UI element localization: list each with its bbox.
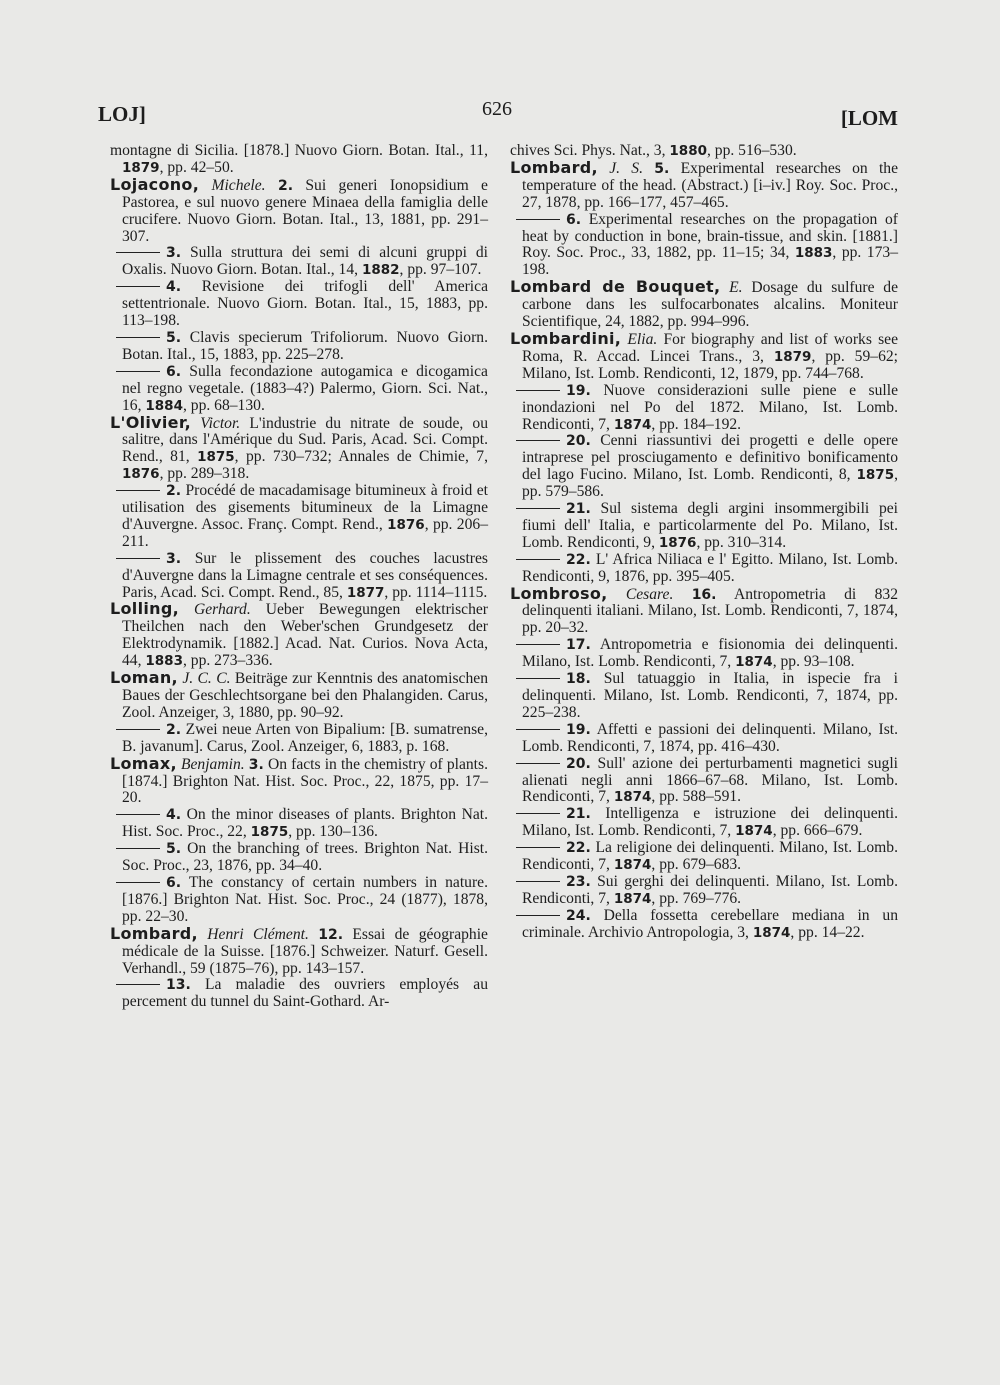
entry-number: 20. <box>566 755 591 772</box>
author-given-name: Benjamin. <box>180 755 245 773</box>
year: 1879 <box>773 348 812 365</box>
citation-text: , pp. 173–198. <box>522 244 898 279</box>
citation-text: Sulla fecondazione autogamica e dicogamica nel regno vegetale. (1883–4?) Palermo, Giorn. Sci. Nat., 16, <box>122 362 488 414</box>
citation-text: , pp. 14–22. <box>790 923 865 941</box>
year: 1879 <box>122 159 160 176</box>
citation-text: , pp. 273–336. <box>182 652 273 670</box>
year: 1882 <box>361 262 400 279</box>
entry-number: 19. <box>566 382 591 399</box>
sub-entry <box>110 875 488 926</box>
ditto-rule <box>516 440 560 441</box>
citation-text: On facts in the chemistry of plants. [1874.] Brighton Nat. Hist. Soc. Proc., 22, 1875, pp. 17–20. <box>122 755 488 807</box>
entry-number: 4. <box>166 807 182 824</box>
entry-number: 2. <box>166 483 182 500</box>
ditto-rule <box>516 763 560 764</box>
ditto-rule <box>516 847 560 848</box>
year: 1876 <box>387 516 425 533</box>
citation-text: Antropometria e fisionomia dei delinquenti. Milano, Ist. Lomb. Rendiconti, 7, <box>522 636 898 671</box>
citation-text: , pp. 93–108. <box>772 653 855 671</box>
author-name: Lombardini, <box>510 328 622 348</box>
sub-entry <box>110 330 488 364</box>
author-given-name: J. C. C. <box>182 670 231 688</box>
entry-number: 21. <box>566 806 591 823</box>
author-entry <box>110 753 488 808</box>
ditto-rule <box>116 729 160 730</box>
author-name: Lojacono, <box>110 174 200 194</box>
citation-text: , pp. 579–586. <box>522 466 898 501</box>
ditto-rule <box>116 882 160 883</box>
entry-number: 18. <box>566 671 591 688</box>
author-entry <box>110 923 488 978</box>
right-column <box>510 143 898 942</box>
entry-number: 4. <box>166 279 182 296</box>
author-entry <box>110 601 488 670</box>
citation-text: Ueber Bewegungen elektrischer Theilchen nach den Weber'schen Grundgesetz der Elektrodynamik. [1882.] Acad. Nat. Curios. Nova Acta, 44, <box>122 601 488 670</box>
entry-number: 5. <box>654 160 670 177</box>
sub-entry <box>510 874 898 908</box>
entry-number: 19. <box>566 721 591 738</box>
author-entry <box>510 279 898 331</box>
ditto-rule <box>516 881 560 882</box>
year: 1875 <box>856 467 895 484</box>
citation-text: , pp. 289–318. <box>159 465 250 483</box>
citation-text: Sull' azione dei perturbamenti magnetici sugli alienati negli anni 1866–67–68. Milano, Ist. Lomb. Rendiconti, 7, <box>522 754 898 806</box>
author-given-name: Elia. <box>627 330 658 348</box>
citation-text: , pp. 666–679. <box>772 822 863 840</box>
sub-entry <box>110 841 488 875</box>
year: 1874 <box>613 416 652 433</box>
entry-number: 3. <box>248 756 264 773</box>
sub-entry <box>110 977 488 1011</box>
ditto-rule <box>516 678 560 679</box>
citation-text: The constancy of certain numbers in nature. [1876.] Brighton Nat. Hist. Soc. Proc., 24 (1877), 1878, pp. 22–30. <box>122 873 488 925</box>
citation-text: , pp. 42–50. <box>159 158 234 176</box>
sub-entry <box>510 671 898 722</box>
citation-text: On the branching of trees. Brighton Nat. Hist. Soc. Proc., 23, 1876, pp. 34–40. <box>122 840 489 875</box>
entry-number: 3. <box>166 245 182 262</box>
citation-text: Sui gerghi dei delinquenti. Milano, Ist. Lomb. Rendiconti, 7, <box>522 872 898 907</box>
left-column <box>110 143 488 1011</box>
sub-entry <box>510 756 898 807</box>
author-entry <box>110 412 488 484</box>
citation-text: , pp. 97–107. <box>399 261 482 279</box>
entry-number: 12. <box>318 926 344 943</box>
ditto-rule <box>116 252 160 253</box>
year: 1874 <box>735 823 773 840</box>
citation-text: L'industrie du nitrate de soude, ou salitre, dans l'Amérique du Sud. Paris, Acad. Sci. Compt. Rend., 81, <box>122 414 488 466</box>
sub-entry <box>110 551 488 602</box>
sub-entry <box>110 722 488 756</box>
citation-text: , pp. 130–136. <box>288 823 378 841</box>
ditto-rule <box>116 848 160 849</box>
citation-text: Della fossetta cerebellare mediana in un criminale. Archivio Antropologia, 3, <box>522 906 898 941</box>
citation-text: , pp. 679–683. <box>651 856 742 874</box>
year: 1880 <box>669 143 707 159</box>
author-given-name: J. S. <box>609 159 644 177</box>
entry-number: 6. <box>566 211 582 228</box>
year: 1875 <box>250 824 289 841</box>
ditto-rule <box>116 558 160 559</box>
entry-number: 21. <box>566 501 591 518</box>
citation-text: Sulla struttura dei semi di alcuni gruppi di Oxalis. Nuovo Giorn. Botan. Ital., 14, <box>122 244 488 279</box>
author-name: Lombard, <box>110 923 198 943</box>
entry-number: 2. <box>166 721 182 738</box>
sub-entry <box>110 483 488 551</box>
entry-number: 16. <box>691 586 717 603</box>
entry-number: 6. <box>166 874 182 891</box>
ditto-rule <box>516 508 560 509</box>
year: 1874 <box>613 789 652 806</box>
entry-number: 13. <box>166 977 191 994</box>
citation-text: Clavis specierum Trifoliorum. Nuovo Giorn. Botan. Ital., 15, 1883, pp. 225–278. <box>122 328 488 363</box>
ditto-rule <box>516 390 560 391</box>
citation-text: , pp. 588–591. <box>651 788 742 806</box>
author-entry <box>510 583 898 638</box>
year: 1875 <box>197 449 235 466</box>
ditto-rule <box>116 490 160 491</box>
citation-text: La maladie des ouvriers employés au percement du tunnel du Saint-Gothard. Ar- <box>122 976 488 1011</box>
author-given-name: Victor. <box>200 414 241 432</box>
author-name: Lomax, <box>110 753 177 773</box>
header-right-guide: [LOM <box>840 106 898 130</box>
page-header <box>92 96 902 136</box>
citation-text: chives Sci. Phys. Nat., 3, <box>510 142 670 159</box>
ditto-rule <box>516 644 560 645</box>
entry-number: 22. <box>566 551 591 568</box>
author-entry <box>110 670 488 722</box>
sub-entry <box>110 245 488 279</box>
citation-text: , pp. 68–130. <box>182 396 265 414</box>
entry-number: 22. <box>566 840 591 857</box>
citation-text: On the minor diseases of plants. Brighton Nat. Hist. Soc. Proc., 22, <box>122 806 488 841</box>
sub-entry <box>510 552 898 586</box>
sub-entry <box>510 840 898 874</box>
citation-text: La religione dei delinquenti. Milano, Ist. Lomb. Rendiconti, 7, <box>522 839 899 874</box>
ditto-rule <box>516 915 560 916</box>
citation-text: , pp. 310–314. <box>696 533 787 551</box>
citation-text: , pp. 769–776. <box>651 889 742 907</box>
author-name: Lombard, <box>510 157 598 177</box>
ditto-rule <box>116 984 160 985</box>
year: 1874 <box>613 890 652 907</box>
continued-entry <box>110 143 488 177</box>
citation-text: Revisione dei trifogli dell' America settentrionale. Nuovo Giorn. Botan. Ital., 15, 1883, pp. 113–198. <box>122 278 488 330</box>
sub-entry <box>510 501 898 552</box>
citation-text: Zwei neue Arten von Bipalium: [B. sumatrense, B. javanum]. Carus, Zool. Anzeiger, 6, 1883, p. 168. <box>122 720 488 755</box>
year: 1876 <box>122 466 160 483</box>
citation-text: , pp. 59–62; Milano, Ist. Lomb. Rendiconti, 12, 1879, pp. 744–768. <box>522 347 898 382</box>
sub-entry <box>110 364 488 415</box>
ditto-rule <box>116 814 160 815</box>
sub-entry <box>510 722 898 756</box>
citation-text: Affetti e passioni dei delinquenti. Milano, Ist. Lomb. Rendiconti, 7, 1874, pp. 416–430. <box>522 720 898 755</box>
author-entry <box>110 174 488 246</box>
author-name: Lolling, <box>110 599 179 619</box>
entry-number: 2. <box>277 177 294 194</box>
year: 1874 <box>735 654 773 671</box>
ditto-rule <box>516 729 560 730</box>
ditto-rule <box>116 371 160 372</box>
citation-text: Essai de géographie médicale de la Suisse. [1876.] Schweizer. Naturf. Gesell. Verhandl., 59 (1875–76), pp. 143–157. <box>122 925 488 977</box>
sub-entry <box>510 806 898 840</box>
year: 1874 <box>752 924 791 941</box>
citation-text: , pp. 206–211. <box>122 515 488 550</box>
citation-text: Nuove considerazioni sulle piene e sulle inondazioni nel Po del 1872. Milano, Ist. Lomb. Rendiconti, 7, <box>522 381 898 433</box>
author-given-name: E. <box>729 279 743 297</box>
citation-text: Sui generi Ionopsidium e Pastorea, e sul nuovo genere Minaea della famiglia delle crucifere. Nuovo Giorn. Botan. Ital., 13, 1881, pp. 291–307. <box>122 176 488 245</box>
citation-text: Antropometria di 832 delinquenti italiani. Milano, Ist. Lomb. Rendiconti, 7, 1874, pp. 20–32. <box>522 585 898 637</box>
author-name: Lombroso, <box>510 583 608 603</box>
page-number: 626 <box>482 98 512 120</box>
entry-number: 20. <box>566 433 591 450</box>
entry-number: 23. <box>566 873 591 890</box>
entry-number: 6. <box>166 363 182 380</box>
sub-entry <box>110 807 488 841</box>
year: 1883 <box>794 245 833 262</box>
citation-text: montagne di Sicilia. [1878.] Nuovo Giorn. Botan. Ital., 11, <box>110 142 488 159</box>
citation-text: Experimental researches on the propagation of heat by conduction in bone, brain-tissue, and skin. [1881.] Roy. Soc. Proc., 33, 1882, pp. 11–15; 34, <box>522 210 898 262</box>
author-entry <box>510 328 898 383</box>
author-entry <box>510 157 899 212</box>
ditto-rule <box>516 813 560 814</box>
ditto-rule <box>516 559 560 560</box>
sub-entry <box>510 212 898 280</box>
entry-number: 24. <box>566 907 591 924</box>
author-given-name: Cesare. <box>625 585 674 603</box>
sub-entry <box>510 433 898 501</box>
year: 1883 <box>145 653 183 670</box>
citation-text: For biography and list of works see Roma, R. Accad. Lincei Trans., 3, <box>522 330 898 365</box>
sub-entry <box>510 383 898 434</box>
year: 1877 <box>346 584 385 601</box>
author-name: Lombard de Bouquet, <box>510 277 721 297</box>
entry-number: 17. <box>566 637 591 654</box>
citation-text: Experimental researches on the temperature of the head. (Abstract.) [i–iv.] Roy. Soc. Proc., 27, 1878, pp. 166–177, 457–465. <box>522 159 899 211</box>
year: 1884 <box>145 397 183 414</box>
entry-number: 3. <box>166 550 182 567</box>
citation-text: , pp. 730–732; Annales de Chimie, 7, <box>234 448 488 466</box>
sub-entry <box>510 637 898 671</box>
citation-text: L' Africa Niliaca e l' Egitto. Milano, Ist. Lomb. Rendiconti, 9, 1876, pp. 395–405. <box>522 550 898 585</box>
citation-text: Beiträge zur Kenntnis des anatomischen Baues der Geschlechtsorgane bei den Phalangiden. Carus, Zool. Anzeiger, 3, 1880, pp. 90–92. <box>122 670 488 721</box>
citation-text: , pp. 516–530. <box>706 142 797 159</box>
citation-text: , pp. 184–192. <box>651 415 742 433</box>
citation-text: , pp. 1114–1115. <box>384 583 488 601</box>
sub-entry <box>510 908 898 942</box>
author-name: L'Olivier, <box>110 412 192 432</box>
citation-text: Intelligenza e istruzione dei delinquenti. Milano, Ist. Lomb. Rendiconti, 7, <box>522 805 898 840</box>
year: 1876 <box>658 534 697 551</box>
author-given-name: Michele. <box>211 176 266 194</box>
ditto-rule <box>516 219 560 220</box>
author-name: Loman, <box>110 668 178 688</box>
entry-number: 5. <box>166 841 182 858</box>
sub-entry <box>110 279 488 330</box>
citation-text: Sul sistema degli argini insommergibili pei fiumi dell' Italia, e particolarmente del Po. Milano, Ist. Lomb. Rendiconti, 9, <box>522 500 898 551</box>
entry-number: 5. <box>166 329 182 346</box>
citation-text: Dosage du sulfure de carbone dans les sulfocarbonates alcalins. Moniteur Scientifique, 24, 1882, pp. 994–996. <box>522 279 898 331</box>
citation-text: Sul tatuaggio in Italia, in ispecie fra i delinquenti. Milano, Ist. Lomb. Rendiconti, 7, 1874, pp. 225–238. <box>522 670 898 721</box>
author-given-name: Henri Clément. <box>207 925 309 943</box>
ditto-rule <box>116 337 160 338</box>
citation-text: Procédé de macadamisage bitumineux à froid et utilisation des gisements bitumineux de la Limagne d'Auvergne. Assoc. Franç. Compt. Rend., <box>122 482 488 533</box>
header-left-guide: LOJ] <box>98 102 146 126</box>
citation-text: Cenni riassuntivi dei progetti e delle opere intraprese pel prosciugamento e definitivo bonificamento del lago Fucino. Milano, Ist. Lomb. Rendiconti, 8, <box>522 432 898 484</box>
author-given-name: Gerhard. <box>193 601 251 619</box>
ditto-rule <box>116 286 160 287</box>
citation-text: Sur le plissement des couches lacustres d'Auvergne dans la Limagne centrale et ses conséquences. Paris, Acad. Sci. Compt. Rend., 85, <box>122 549 488 601</box>
year: 1874 <box>613 857 652 874</box>
